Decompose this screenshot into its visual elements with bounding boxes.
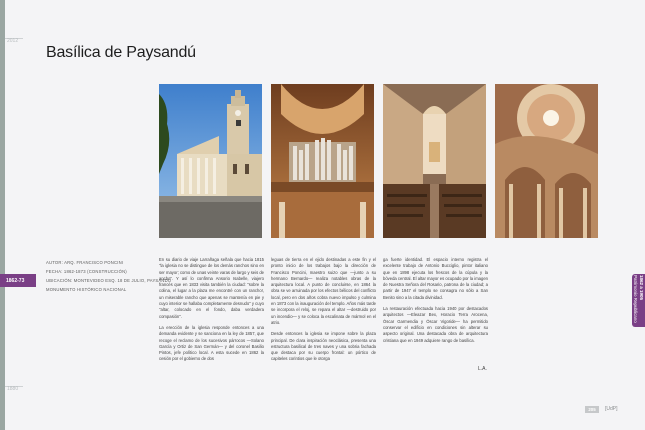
- timeline-year-bottom: 1880: [7, 386, 19, 392]
- credits-block: [46, 258, 172, 294]
- timeline-active-label: 1862-73: [6, 278, 25, 284]
- photo-nave: [383, 84, 486, 238]
- paragraph: La restauración efectuada hacia 1940 por destacados arquitectos —Eleazar Bex, Horacio Terra Arocena, Óscar Garmendia y Óscar Vigoride— ha permitido conservar el edificio en condiciones sin alterar su aspecto original. Una destacada obra de arquitectura cristiana que en 1949 adquiere rango de basílica.: [383, 306, 488, 343]
- text-column-1: [159, 257, 264, 368]
- section-tab-title: Patrimonio Republicano: [633, 275, 639, 323]
- section-tab-years: 1862 a 1905: [639, 275, 644, 301]
- timeline-year-top: 2012: [7, 38, 19, 44]
- paragraph: La erección de la iglesia responde entonces a una demanda evidente y se sanciona en la ley de 1857, que recoge el reclamo de los sucesivos párrocos —Solano García y Ortiz de San Germán— y del coronel Basilio Pintos, jefe político local. A esta sucede en 1862 la cesión por el gobierno de dos: [159, 324, 264, 362]
- credit-date: FECHA: 1862-1873 (CONSTRUCCIÓN): [46, 269, 127, 274]
- author-initials: L.A.: [478, 366, 487, 372]
- credit-author: AUTOR: ARQ. FRANCISCO PONCINI: [46, 260, 124, 265]
- photo-exterior: [159, 84, 262, 238]
- paragraph: leguas de tierra en el ejido destinadas a este fin y el pronto inicio de los trabajos bajo la dirección de Francisco Poncini, maestro suizo que —junto a su hermano Bernardo— realiza notables obras de la arquitectura local. A punto de concluirse, en 1864 la obra se ve arruinada por los efectos bélicos del conflicto local, pero en dos años cobra nuevo impulso y culmina en 1873 con la inauguración del templo. Años más tarde se incorpora el reloj, se repara el altar —destruido por un incendio— y se coloca la escalinata de mármol en el atrio.: [271, 257, 376, 325]
- paragraph: En su diario de viaje Larrañaga señala que hacia 1815 "la iglesia no se distingue de los demás ranchos sino en ser mayor; como de unas veinte varas de largo y seis de ancho". Y así lo confirma Ansorio Isabelle, viajero francés que en 1833 visita también la ciudad: "sobre la colina, el lugar a la plaza me encontré con un rancho!, un miserable rancho que apenas se mantenía en pie y cuyo interior se hallaba completamente desnudo" y cuyo "altar, colocado en el fondo, daba verdadera compasión".: [159, 257, 264, 319]
- credit-status: MONUMENTO HISTÓRICO NACIONAL: [46, 287, 127, 292]
- page-number: 205: [585, 406, 599, 413]
- paragraph: Desde entonces la iglesia se impone sobre la plaza principal. De clara inspiración neoclásica, presenta una estructura basilical de tres naves y una sobria fachada que destaca por su cuerpo frontal: un pórtico de capiteles corintios que le otorga: [271, 331, 376, 362]
- photo-dome: [495, 84, 598, 238]
- photo-organ: [271, 84, 374, 238]
- paragraph: ga fuerte identidad. El espacio interno registra el excelente trabajo de Antonio Bucciglio, pintor italiano que en 1898 ejecuta los frescos de la cúpula y la bóveda central. El altar mayor es ocupado por la imagen de Nuestra Señora del Rosario, patrona de la ciudad; a partir de 1947 el templo se consagra no sólo a San Benito sino a la citada divinidad.: [383, 257, 488, 300]
- page-title: Basílica de Paysandú: [46, 43, 196, 61]
- text-column-2: [271, 257, 376, 368]
- text-column-3: [383, 257, 488, 349]
- section-tab-text: [631, 275, 644, 328]
- publication-label: [UdP]: [605, 406, 618, 412]
- timeline-bar: [0, 0, 5, 430]
- credit-location: UBICACIÓN: MONTEVIDEO ESQ. 18 DE JULIO, PAYSANDÚ: [46, 278, 172, 283]
- section-tab[interactable]: [632, 274, 645, 327]
